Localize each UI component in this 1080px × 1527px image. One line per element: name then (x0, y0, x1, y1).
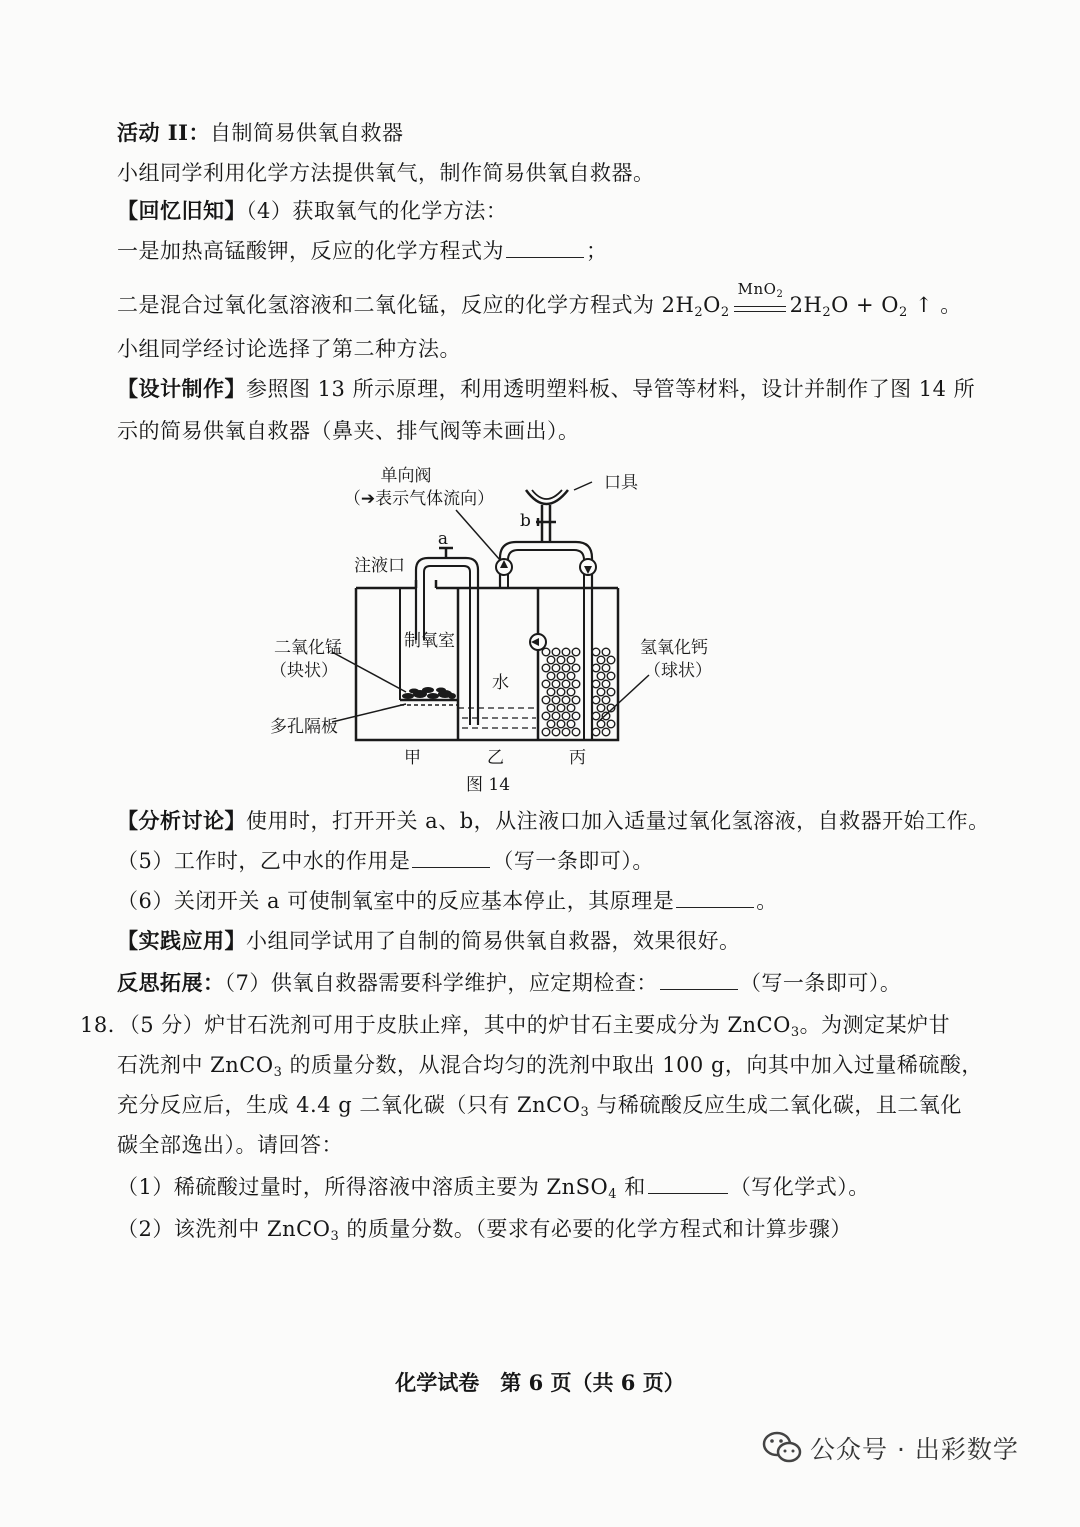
caoh2-ball (597, 704, 605, 712)
water-label: 水 (492, 673, 509, 693)
q18-sub1-text: （1）稀硫酸过量时，所得溶液中溶质主要为 ZnSO (117, 1175, 609, 1199)
design-tag: 【设计制作】 (117, 376, 246, 401)
sub-3: 3 (273, 1065, 283, 1080)
reflect-post: （写一条即可）。 (739, 971, 902, 995)
page-footer: 化学试卷 第 6 页（共 6 页） (395, 1370, 685, 1395)
caoh2-ball (567, 720, 575, 728)
caoh2-ball (547, 656, 555, 664)
caoh2-ball (542, 728, 550, 736)
q18-sub2 (117, 1214, 852, 1244)
q18-line4: 碳全部逸出）。请回答： (117, 1133, 343, 1157)
sub-2: 2 (720, 305, 730, 320)
catalyst-mno: MnO (737, 279, 777, 298)
caoh2-ball (557, 704, 565, 712)
sub-3: 3 (580, 1105, 590, 1120)
q18-number: 18． (80, 1013, 130, 1037)
catalyst-sub: 2 (776, 288, 784, 300)
caoh2-ball (567, 672, 575, 680)
caoh2-ball (592, 712, 600, 720)
answer-blank-5[interactable] (412, 847, 490, 868)
caoh2-ball (562, 680, 570, 688)
part-bing: 丙 (569, 748, 586, 768)
caoh2-ball (602, 696, 610, 704)
container-outline (356, 588, 618, 740)
answer-blank-6[interactable] (676, 887, 754, 908)
caoh2-ball (602, 728, 610, 736)
method1-end: ； (586, 239, 608, 263)
q6-line (117, 886, 778, 916)
sub-2: 2 (822, 305, 832, 320)
q18-text1a: （5 分）炉甘石洗剂可用于皮肤止痒，其中的炉甘石主要成分为 ZnCO (129, 1013, 791, 1037)
caoh2-ball (552, 680, 560, 688)
caoh2-ball (572, 664, 580, 672)
product-o2: O + O (831, 293, 899, 317)
caoh2-ball (547, 720, 555, 728)
practice-text: 小组同学试用了自制的简易供氧自救器，效果很好。 (246, 929, 741, 953)
switch-b-label: b (520, 511, 531, 531)
caoh2-form: （球状） (644, 661, 712, 681)
caoh2-ball (602, 664, 610, 672)
analysis-text: 使用时，打开开关 a、b，从注液口加入适量过氧化氢溶液，自救器开始工作。 (246, 809, 990, 833)
q18-sub1-post: （写化学式）。 (729, 1175, 870, 1199)
activity-title: 自制简易供氧自救器 (209, 121, 404, 145)
switch-a-label: a (437, 529, 449, 549)
q18-text2a: 石洗剂中 ZnCO (117, 1053, 274, 1077)
q18-sub2-text: （2）该洗剂中 ZnCO (117, 1217, 331, 1241)
caoh2-ball (597, 688, 605, 696)
q18-sub2-post: 的质量分数。（要求有必要的化学方程式和计算步骤） (339, 1217, 852, 1241)
caoh2-ball (562, 664, 570, 672)
caoh2-balls (542, 648, 615, 736)
caoh2-ball (542, 712, 550, 720)
answer-blank-18-1[interactable] (648, 1173, 728, 1194)
caoh2-ball (562, 712, 570, 720)
q18-line3 (117, 1090, 962, 1120)
chamber-label: 制氧室 (404, 631, 455, 651)
caoh2-ball (592, 680, 600, 688)
caoh2-ball (602, 680, 610, 688)
caoh2-ball (542, 696, 550, 704)
practice-line (117, 926, 741, 956)
valve-label: 单向阀 (380, 466, 432, 486)
sub-2: 2 (694, 305, 704, 320)
caoh2-ball (592, 664, 600, 672)
mno2-form: （块状） (270, 661, 338, 681)
reflect-tag: 反思拓展： (117, 970, 225, 995)
caoh2-ball (552, 664, 560, 672)
sub-3: 3 (330, 1229, 340, 1244)
practice-tag: 【实践应用】 (117, 928, 246, 953)
caoh2-ball (592, 696, 600, 704)
caoh2-ball (557, 688, 565, 696)
mno2-label: 二氧化锰 (274, 638, 342, 658)
watermark-text: 公众号 · 出彩数学 (810, 1435, 1019, 1464)
q18-text3a: 充分反应后，生成 4.4 g 二氧化碳（只有 ZnCO (117, 1093, 581, 1117)
analysis-line (117, 806, 990, 836)
sub-4: 4 (608, 1187, 618, 1202)
method1-text: 一是加热高锰酸钾，反应的化学方程式为 (117, 239, 504, 263)
caoh2-ball (572, 696, 580, 704)
q5-post: （写一条即可）。 (492, 849, 654, 873)
mno2-lumps (402, 687, 456, 699)
caoh2-ball (567, 688, 575, 696)
part-jia: 甲 (404, 748, 421, 768)
caoh2-ball (557, 720, 565, 728)
recall-line (117, 196, 507, 226)
method1-line (117, 236, 608, 266)
caoh2-ball (572, 648, 580, 656)
caoh2-ball (547, 672, 555, 680)
caoh2-ball (572, 728, 580, 736)
q18-text3b: 与稀硫酸反应生成二氧化碳，且二氧化 (589, 1093, 962, 1117)
caoh2-ball (607, 720, 615, 728)
caoh2-ball (557, 672, 565, 680)
product-h2o: 2H (789, 293, 823, 317)
recall-tag: 【回忆旧知】 (117, 198, 246, 223)
q6-text: （6）关闭开关 a 可使制氧室中的反应基本停止，其原理是 (117, 889, 675, 913)
sub-3: 3 (790, 1025, 800, 1040)
caoh2-ball (567, 656, 575, 664)
mouth-label: 口具 (604, 473, 638, 493)
activity-prefix: 活动 II： (117, 120, 210, 145)
q18-sub1-and: 和 (617, 1175, 646, 1199)
caoh2-ball (562, 728, 570, 736)
caoh2-ball (592, 648, 600, 656)
analysis-tag: 【分析讨论】 (117, 808, 246, 833)
caoh2-ball (542, 680, 550, 688)
intro-text: 小组同学利用化学方法提供氧气，制作简易供氧自救器。 (117, 161, 655, 185)
design-text1: 参照图 13 所示原理，利用透明塑料板、导管等材料，设计并制作了图 14 所 (246, 377, 976, 401)
method2-line (117, 279, 962, 320)
figure-14-apparatus (256, 460, 756, 800)
inlet-label: 注液口 (354, 556, 405, 576)
q5-text: （5）工作时，乙中水的作用是 (117, 849, 411, 873)
caoh2-ball (607, 672, 615, 680)
valve-note: （➔表示气体流向） (343, 489, 495, 509)
q18-line2 (117, 1050, 983, 1080)
caoh2-ball (562, 648, 570, 656)
caoh2-ball (547, 704, 555, 712)
wechat-icon (762, 1430, 802, 1466)
method2-text: 二是混合过氧化氢溶液和二氧化锰，反应的化学方程式为 2H (117, 293, 695, 317)
watermark (762, 1430, 1019, 1466)
caoh2-ball (552, 728, 560, 736)
reaction-equal-sign (734, 279, 786, 318)
caoh2-label: 氢氧化钙 (640, 638, 708, 658)
figure-caption: 图 14 (465, 775, 511, 795)
caoh2-ball (572, 712, 580, 720)
part-yi: 乙 (487, 748, 504, 768)
caoh2-ball (562, 696, 570, 704)
caoh2-ball (592, 728, 600, 736)
caoh2-ball (557, 656, 565, 664)
reflect-line (117, 968, 901, 998)
q18-sub1 (117, 1172, 870, 1202)
q5-line (117, 846, 654, 876)
caoh2-ball (542, 664, 550, 672)
design-line1 (117, 374, 975, 404)
caoh2-ball (552, 712, 560, 720)
caoh2-ball (552, 648, 560, 656)
caoh2-ball (602, 648, 610, 656)
formula-o: O (703, 293, 721, 317)
answer-blank-4[interactable] (506, 237, 584, 258)
caoh2-ball (572, 680, 580, 688)
porous-plate-label: 多孔隔板 (270, 717, 338, 737)
caoh2-ball (547, 688, 555, 696)
sub-2: 2 (899, 305, 908, 320)
q6-post: 。 (756, 889, 778, 913)
activity-heading (117, 118, 403, 148)
caoh2-ball (597, 720, 605, 728)
choice-text: 小组同学经讨论选择了第二种方法。 (117, 337, 461, 361)
caoh2-ball (542, 648, 550, 656)
caoh2-ball (597, 672, 605, 680)
q18-line1 (80, 1010, 950, 1040)
answer-blank-7[interactable] (660, 969, 738, 990)
caoh2-ball (607, 656, 615, 664)
mouthpiece (526, 490, 568, 504)
reflect-text: （7）供氧自救器需要科学维护，应定期检查： (224, 971, 658, 995)
q18-text1b: 。为测定某炉甘 (799, 1013, 951, 1037)
q18-text2b: 的质量分数，从混合均匀的洗剂中取出 100 g，向其中加入过量稀硫酸， (282, 1053, 983, 1077)
caoh2-ball (597, 656, 605, 664)
catalyst-label (738, 274, 784, 304)
gas-arrow: ↑ 。 (907, 293, 962, 317)
caoh2-ball (602, 712, 610, 720)
design-line2: 示的简易供氧自救器（鼻夹、排气阀等未画出）。 (117, 419, 580, 443)
recall-text: （4）获取氧气的化学方法： (246, 199, 508, 223)
caoh2-ball (567, 704, 575, 712)
caoh2-ball (552, 696, 560, 704)
caoh2-ball (607, 688, 615, 696)
